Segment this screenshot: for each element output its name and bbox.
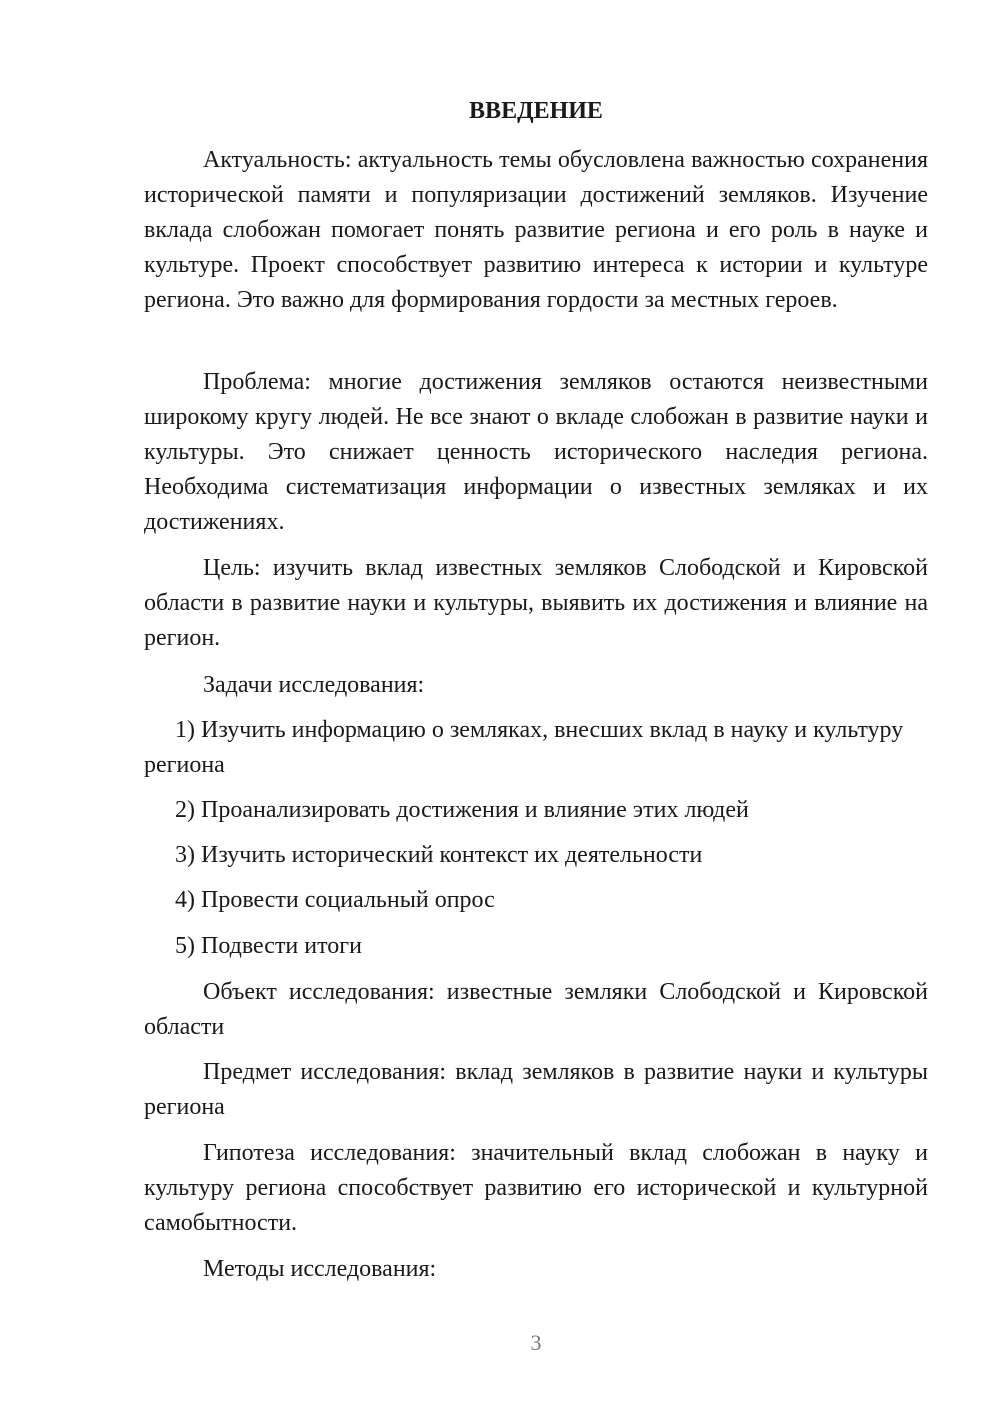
list-item: [144, 929, 928, 964]
task-1-text: 1) Изучить информацию о земляках, внесших вклад в науку и культуру региона: [144, 717, 904, 778]
paragraph-methods-heading: [144, 1252, 928, 1287]
object-text: Объект исследования: известные земляки Слободской и Кировской области: [144, 979, 928, 1040]
task-2-text: 2) Проанализировать достижения и влияние этих людей: [175, 797, 749, 823]
paragraph-relevance: [144, 143, 928, 318]
problem-text: Проблема: многие достижения земляков остаются неизвестными широкому кругу людей. Не все знают о вкладе слобожан в развитие науки и культуры. Это снижает ценность исторического наследия региона. Необходима систематизация информации о известных земляках и их достижениях.: [144, 369, 928, 535]
task-5-text: 5) Подвести итоги: [175, 933, 362, 959]
paragraph-hypothesis: [144, 1136, 928, 1241]
list-item: [144, 838, 928, 873]
paragraph-object: [144, 975, 928, 1045]
paragraph-tasks-heading: [144, 668, 928, 703]
hypothesis-text: Гипотеза исследования: значительный вклад слобожан в науку и культуру региона способствует развитию его исторической и культурной самобытности.: [144, 1140, 928, 1236]
paragraph-problem: [144, 365, 928, 540]
tasks-heading-text: Задачи исследования:: [203, 672, 425, 698]
goal-text: Цель: изучить вклад известных земляков Слободской и Кировской области в развитие науки и культуры, выявить их достижения и влияние на регион.: [144, 555, 928, 651]
subject-text: Предмет исследования: вклад земляков в развитие науки и культуры региона: [144, 1059, 928, 1120]
list-item: [144, 793, 928, 828]
relevance-text: Актуальность: актуальность темы обусловлена важностью сохранения исторической памяти и популяризации достижений земляков. Изучение вклада слобожан помогает понять развитие региона и его роль в науке и культуре. Проект способствует развитию интереса к истории и культуре региона. Это важно для формирования гордости за местных героев.: [144, 147, 928, 313]
paragraph-goal: [144, 551, 928, 656]
methods-heading-text: Методы исследования:: [203, 1256, 437, 1282]
list-item: [144, 713, 928, 783]
page-number: 3: [530, 1330, 542, 1355]
paragraph-subject: [144, 1055, 928, 1125]
task-4-text: 4) Провести социальный опрос: [175, 887, 495, 913]
list-item: [144, 883, 928, 918]
section-title: ВВЕДЕНИЕ: [469, 98, 603, 124]
task-3-text: 3) Изучить исторический контекст их деятельности: [175, 842, 703, 868]
